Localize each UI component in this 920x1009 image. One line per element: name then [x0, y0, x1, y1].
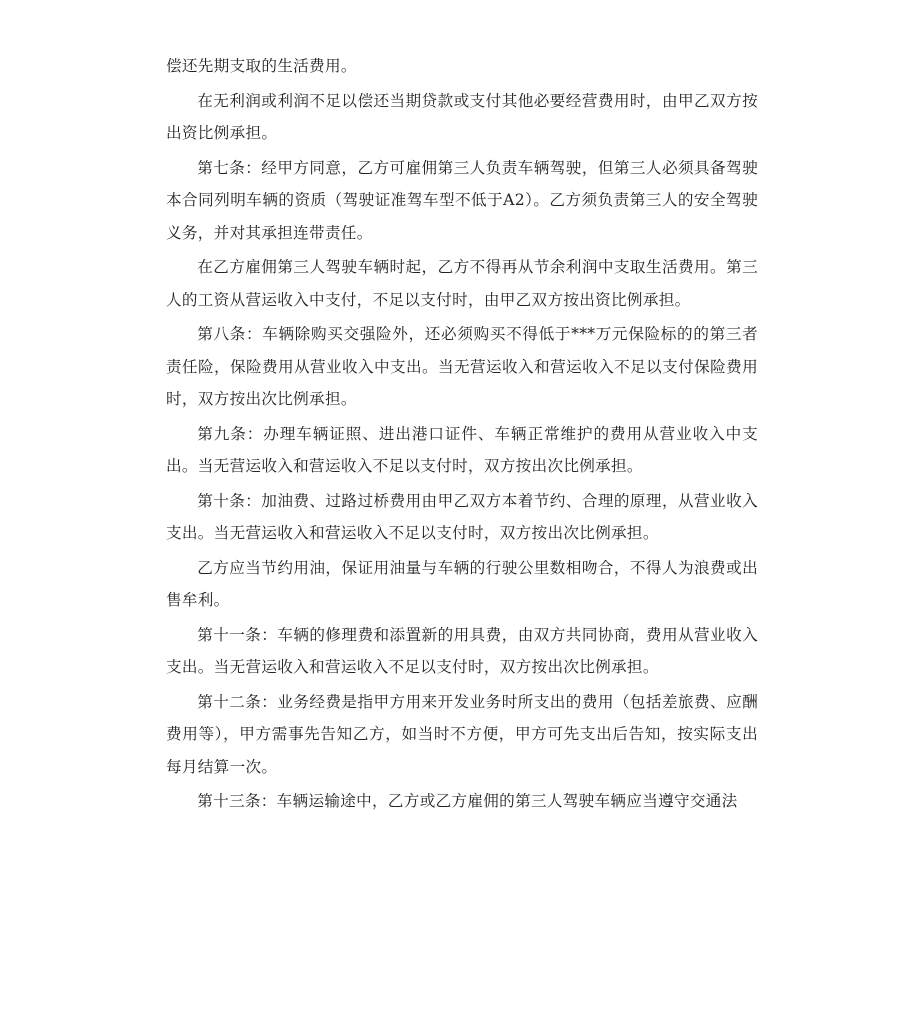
- paragraph-article-7: 第七条：经甲方同意，乙方可雇佣第三人负责车辆驾驶，但第三人必须具备驾驶本合同列明车辆的资质（驾驶证准驾车型不低于A2）。乙方须负责第三人的安全驾驶义务，并对其承担连带责任。: [166, 158, 758, 242]
- paragraph-article-12: 第十二条：业务经费是指甲方用来开发业务时所支出的费用（包括差旅费、应酬费用等），甲方需事先告知乙方，如当时不方便，甲方可先支出后告知，按实际支出每月结算一次。: [166, 692, 758, 776]
- paragraph-4: 在乙方雇佣第三人驾驶车辆时起，乙方不得再从节余利润中支取生活费用。第三人的工资从营运收入中支付，不足以支付时，由甲乙双方按出资比例承担。: [166, 258, 758, 309]
- paragraph-article-11: 第十一条：车辆的修理费和添置新的用具费，由双方共同协商，费用从营业收入支出。当无营运收入和营运收入不足以支付时，双方按出次比例承担。: [166, 625, 758, 676]
- paragraph-8: 乙方应当节约用油，保证用油量与车辆的行驶公里数相吻合，不得人为浪费或出售牟利。: [166, 558, 758, 609]
- paragraph-article-9: 第九条：办理车辆证照、进出港口证件、车辆正常维护的费用从营业收入中支出。当无营运收入和营运收入不足以支付时，双方按出次比例承担。: [166, 424, 758, 475]
- paragraph-2: 在无利润或利润不足以偿还当期贷款或支付其他必要经营费用时，由甲乙双方按出资比例承担。: [166, 91, 758, 142]
- paragraph-article-13: 第十三条：车辆运输途中，乙方或乙方雇佣的第三人驾驶车辆应当遵守交通法: [197, 792, 738, 810]
- paragraph-article-10: 第十条：加油费、过路过桥费用由甲乙双方本着节约、合理的原理，从营业收入支出。当无营运收入和营运收入不足以支付时，双方按出次比例承担。: [166, 491, 758, 542]
- paragraph-article-8: 第八条：车辆除购买交强险外，还必须购买不得低于***万元保险标的的第三者责任险，保险费用从营业收入中支出。当无营运收入和营运收入不足以支付保险费用时，双方按出次比例承担。: [166, 325, 758, 408]
- paragraph-1: 偿还先期支取的生活费用。: [166, 57, 357, 75]
- document-page: [166, 50, 758, 820]
